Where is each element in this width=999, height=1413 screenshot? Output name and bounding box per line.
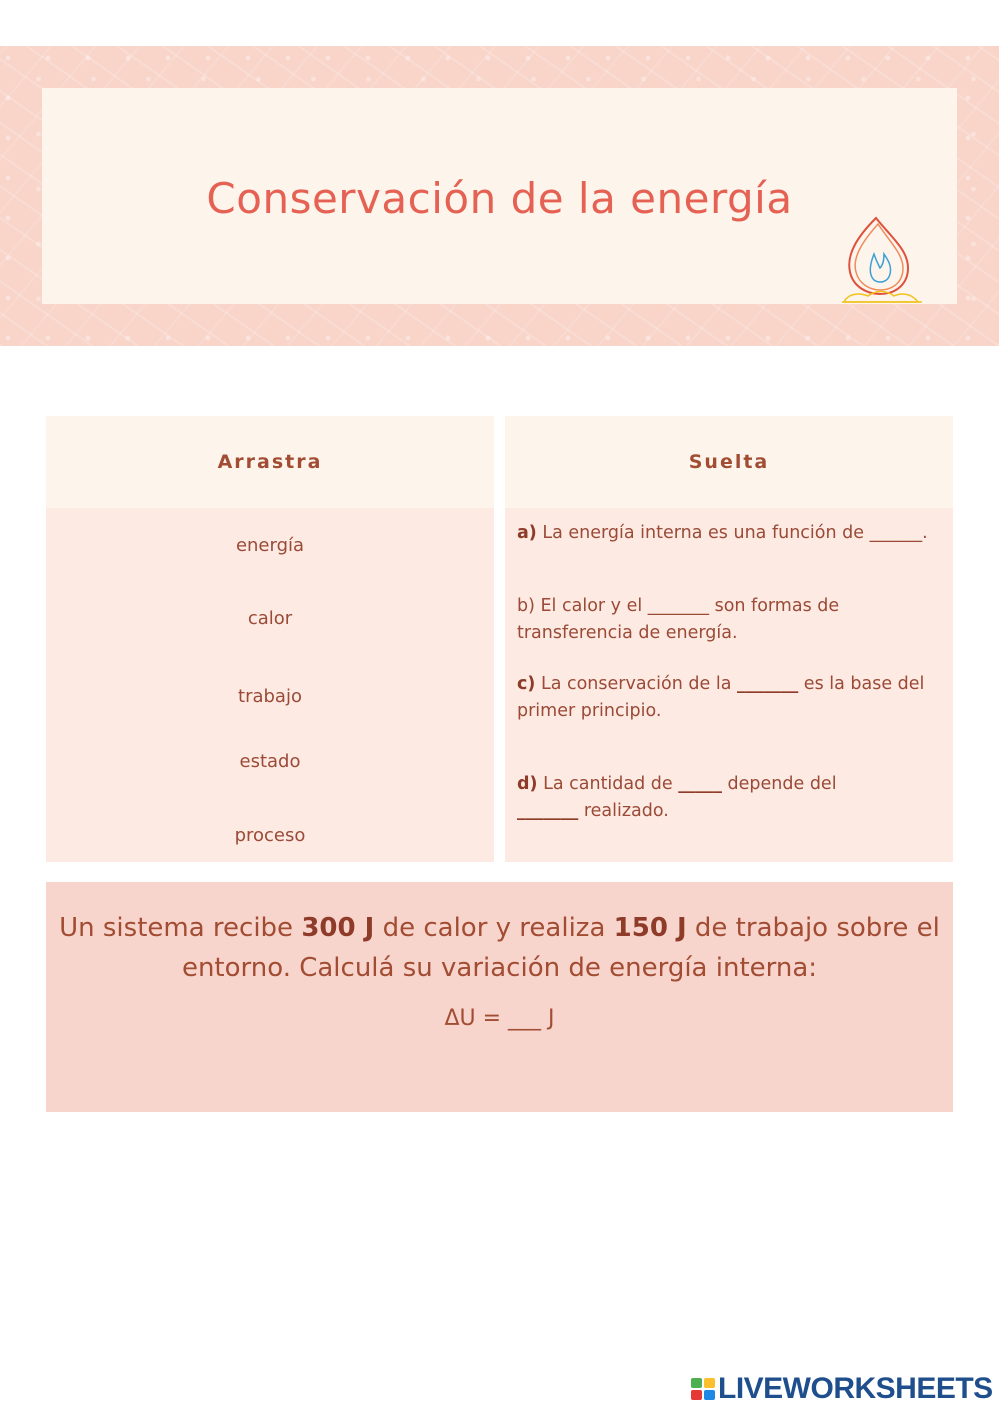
blank[interactable]: _______ bbox=[517, 801, 579, 821]
item-text: La energía interna es una función de ______. bbox=[536, 523, 928, 543]
problem-statement bbox=[46, 908, 953, 988]
flame-icon bbox=[838, 214, 924, 306]
drag-column bbox=[46, 508, 494, 862]
item-label: a) bbox=[517, 523, 537, 543]
header-panel bbox=[42, 88, 957, 304]
problem-text: de trabajo sobre el entorno. Calculá su variación de energía interna: bbox=[181, 913, 940, 983]
item-text: depende del bbox=[721, 774, 837, 794]
work-value: 150 J bbox=[613, 913, 687, 943]
drop-item-b[interactable] bbox=[517, 593, 942, 647]
drag-word-trabajo[interactable]: trabajo bbox=[238, 686, 302, 707]
answer-formula[interactable]: ΔU = ___ J bbox=[444, 1006, 555, 1031]
liveworksheets-branding bbox=[690, 1372, 993, 1406]
item-label: b) bbox=[517, 596, 535, 616]
liveworksheets-logo-icon bbox=[690, 1376, 716, 1402]
page-title: Conservación de la energía bbox=[206, 174, 793, 223]
liveworksheets-wordmark: LIVEWORKSHEETS bbox=[718, 1372, 993, 1405]
drop-item-a[interactable] bbox=[517, 520, 942, 547]
item-text: es la base del primer principio. bbox=[517, 674, 925, 721]
drag-word-calor[interactable]: calor bbox=[247, 608, 293, 629]
item-text: realizado. bbox=[578, 801, 669, 821]
item-text: El calor y el _______ son formas de transferencia de energía. bbox=[517, 596, 840, 643]
drag-word-energia[interactable]: energía bbox=[235, 535, 305, 556]
drop-item-c[interactable] bbox=[517, 671, 942, 725]
item-label: c) bbox=[517, 674, 536, 694]
blank[interactable]: _____ bbox=[678, 774, 722, 794]
problem-box bbox=[46, 882, 953, 1112]
problem-text: de calor y realiza bbox=[374, 913, 614, 943]
item-text: La conservación de la bbox=[535, 674, 737, 694]
drag-word-proceso[interactable]: proceso bbox=[234, 825, 306, 846]
blank[interactable]: _______ bbox=[736, 674, 799, 694]
drag-word-estado[interactable]: estado bbox=[239, 751, 301, 772]
item-label: d) bbox=[517, 774, 538, 794]
problem-text: Un sistema recibe bbox=[59, 913, 302, 943]
item-text: La cantidad de bbox=[537, 774, 679, 794]
drop-item-d[interactable] bbox=[517, 771, 942, 825]
heat-value: 300 J bbox=[301, 913, 375, 943]
drag-column-header: Arrastra bbox=[46, 416, 494, 508]
drop-column-header: Suelta bbox=[505, 416, 953, 508]
